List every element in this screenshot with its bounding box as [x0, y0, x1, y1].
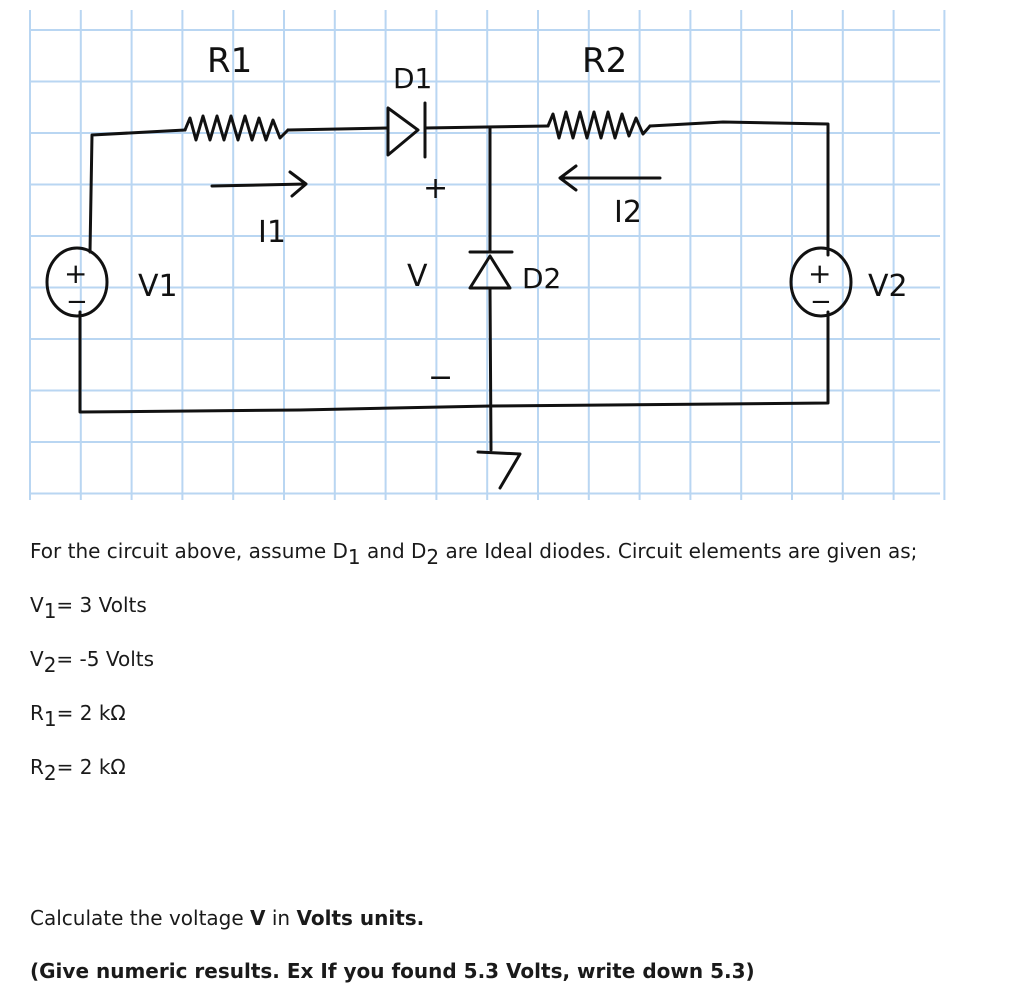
- r1-name: R: [30, 701, 44, 725]
- r1-value: = 2 kΩ: [56, 701, 126, 725]
- intro-pre: For the circuit above, assume D: [30, 539, 348, 563]
- intro-sub-d2: 2: [426, 545, 440, 569]
- label-r1: R1: [207, 41, 253, 81]
- instruction: [30, 958, 755, 984]
- v2-value: = -5 Volts: [56, 647, 155, 671]
- resistor-r1: [185, 116, 288, 140]
- question-mid: in: [265, 906, 297, 930]
- resistor-r2: [548, 112, 650, 138]
- label-src-left-minus: −: [66, 287, 88, 317]
- given-v2: [30, 646, 154, 678]
- arrow-i2: [560, 166, 660, 190]
- instruction-text: (Give numeric results. Ex If you found 5.3 Volts, write down 5.3): [30, 959, 755, 983]
- intro-post: are Ideal diodes. Circuit elements are given as;: [439, 539, 918, 563]
- v2-name: V: [30, 647, 44, 671]
- circuit-wires: [80, 103, 828, 488]
- given-r1: [30, 700, 126, 732]
- v2-sub: 2: [43, 653, 57, 677]
- question-units: Volts units.: [296, 906, 425, 930]
- label-src-left-plus: +: [64, 257, 88, 290]
- r1-sub: 1: [43, 707, 57, 731]
- wire-left-upper: [90, 130, 185, 252]
- label-r2: R2: [582, 41, 628, 81]
- label-v: V: [407, 259, 428, 294]
- given-v1: [30, 592, 147, 624]
- label-src-right-minus: −: [810, 287, 832, 317]
- question-pre: Calculate the voltage: [30, 906, 251, 930]
- wire-r1-d1: [288, 128, 388, 130]
- label-i1: I1: [258, 215, 286, 250]
- label-d2: D2: [522, 262, 562, 295]
- label-v-src-left: V1: [138, 269, 178, 304]
- diode-d1-triangle: [388, 108, 418, 155]
- wire-bottom: [80, 312, 828, 412]
- intro-sub-d1: 1: [347, 545, 361, 569]
- label-src-right-plus: +: [808, 257, 832, 290]
- given-r2: [30, 754, 126, 786]
- v1-value: = 3 Volts: [56, 593, 147, 617]
- r2-name: R: [30, 755, 44, 779]
- diode-d2-triangle: [470, 256, 510, 288]
- v1-sub: 1: [43, 599, 57, 623]
- r2-sub: 2: [43, 761, 57, 785]
- diagram-labels: [64, 41, 908, 395]
- label-d1: D1: [393, 62, 433, 95]
- wire-mid-lower: [490, 288, 491, 450]
- intro-mid: and D: [360, 539, 427, 563]
- v1-name: V: [30, 593, 44, 617]
- label-plus-v: +: [423, 171, 449, 206]
- r2-value: = 2 kΩ: [56, 755, 126, 779]
- question-var: V: [250, 906, 266, 930]
- grid-paper: [30, 10, 944, 500]
- label-v-src-right: V2: [868, 269, 908, 304]
- question: [30, 905, 424, 931]
- label-minus-v: −: [428, 360, 454, 395]
- problem-intro: [30, 538, 917, 570]
- wire-d1-r2: [425, 126, 548, 128]
- label-i2: I2: [614, 195, 642, 230]
- ground-symbol: [478, 452, 520, 488]
